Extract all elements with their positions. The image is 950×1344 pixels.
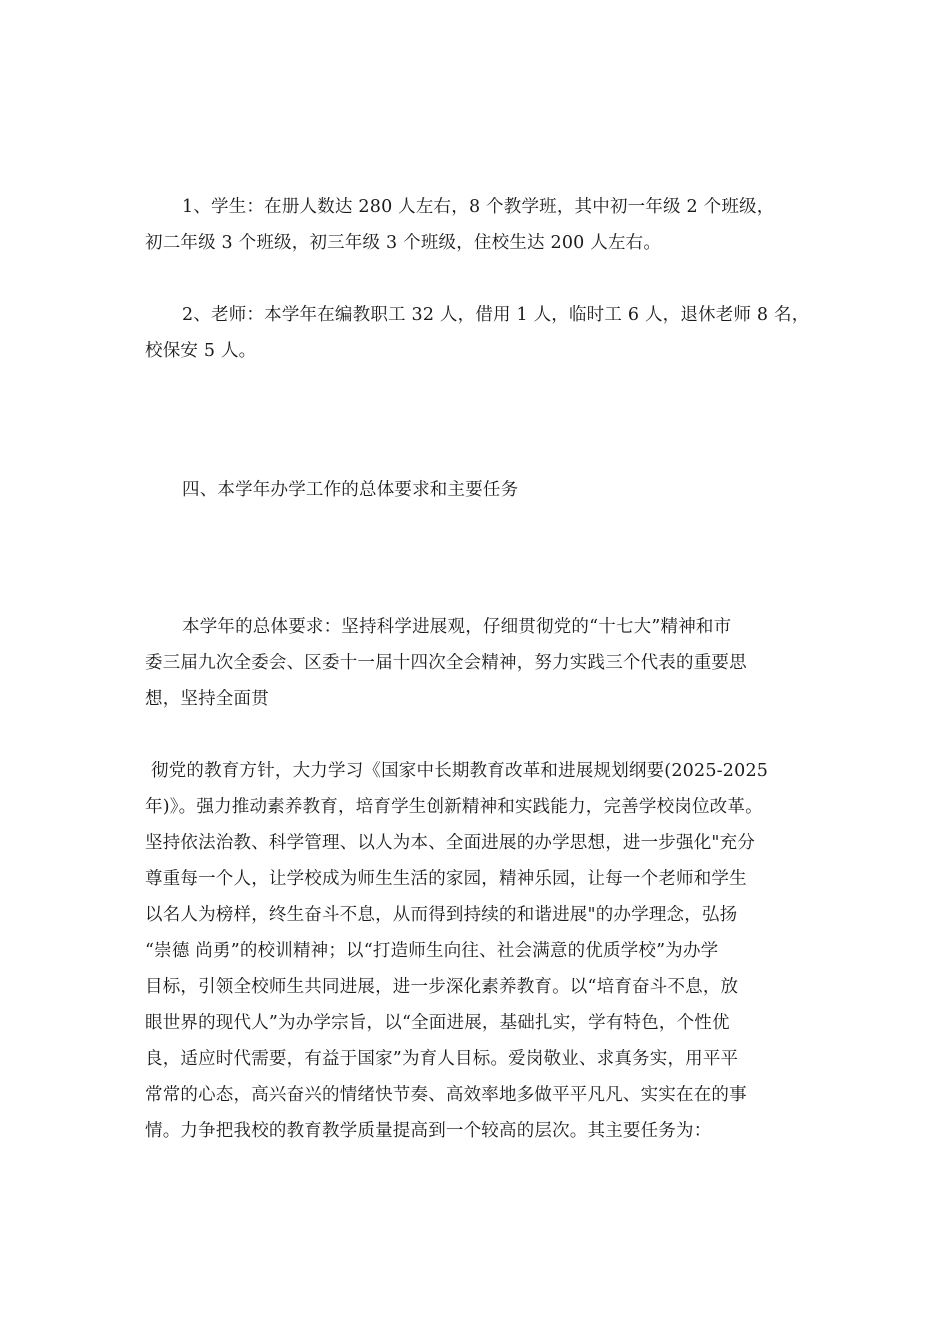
text-line: 彻党的教育方针，大力学习《国家中长期教育改革和进展规划纲要(2025-2025 [151,761,769,781]
text-line: 校保安 5 人。 [145,341,257,361]
text-line: 想，坚持全面贯 [145,689,269,709]
text-line: 常常的心态，高兴奋兴的情绪快节奏、高效率地多做平平凡凡、实实在在的事 [145,1085,747,1105]
text-line: 2、老师：本学年在编教职工 32 人，借用 1 人，临时工 6 人，退休老师 8 名， [182,305,810,325]
text-line: 坚持依法治教、科学管理、以人为本、全面进展的办学思想，进一步强化"充分 [145,833,756,853]
text-line: 良，适应时代需要，有益于国家”为育人目标。爱岗敬业、求真务实，用平平 [145,1049,739,1069]
text-line: 情。力争把我校的教育教学质量提高到一个较高的层次。其主要任务为： [145,1121,712,1141]
text-line: “崇德 尚勇”的校训精神；以“打造师生向往、社会满意的优质学校”为办学 [145,941,719,961]
text-line: 尊重每一个人，让学校成为师生生活的家园，精神乐园，让每一个老师和学生 [145,869,747,889]
text-line: 本学年的总体要求：坚持科学进展观，仔细贯彻党的“十七大”精神和市 [182,617,732,637]
text-line: 年)》。强力推动素养教育，培育学生创新精神和实践能力，完善学校岗位改革。 [145,797,763,817]
heading-text: 四、本学年办学工作的总体要求和主要任务 [182,480,519,500]
text-line: 1、学生：在册人数达 280 人左右，8 个教学班，其中初一年级 2 个班级， [182,197,775,217]
text-line: 眼世界的现代人”为办学宗旨，以“全面进展，基础扎实，学有特色，个性优 [145,1013,730,1033]
text-line: 目标，引领全校师生共同进展，进一步深化素养教育。以“培育奋斗不息，放 [145,977,739,997]
text-line: 委三届九次全委会、区委十一届十四次全会精神，努力实践三个代表的重要思 [145,653,747,673]
text-line: 以名人为榜样，终生奋斗不息，从而得到持续的和谐进展"的办学理念，弘扬 [145,905,738,925]
text-line: 初二年级 3 个班级，初三年级 3 个班级，住校生达 200 人左右。 [145,233,662,253]
